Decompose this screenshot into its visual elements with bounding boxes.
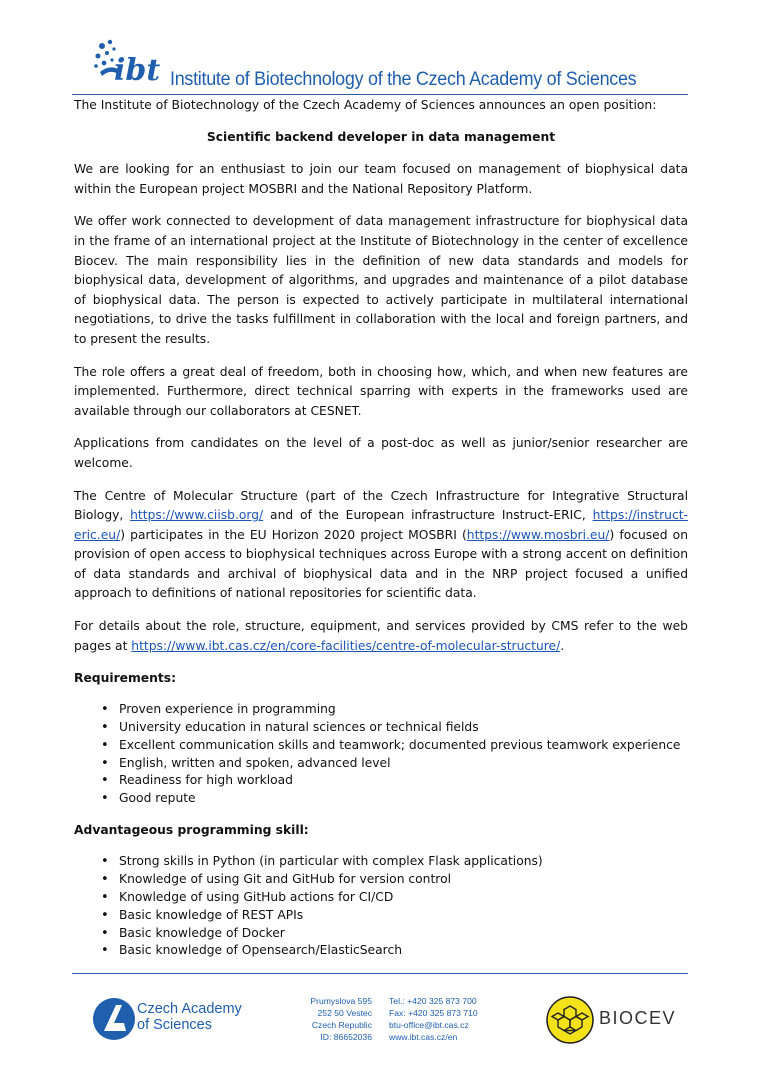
job-title: Scientific backend developer in data management xyxy=(206,129,556,144)
cms-webpage-link[interactable]: https://www.ibt.cas.cz/en/core-facilities/centre-of-molecular-structure/ xyxy=(131,638,561,653)
biocev-name: BIOCEV xyxy=(599,1008,677,1028)
postal-address xyxy=(300,995,372,1043)
cms-text-1: The Centre of Molecular Structure (part of the Czech Infrastructure for Integrative Structural Biology, xyxy=(74,488,688,523)
instruct-eric-link[interactable]: https://instruct-eric.eu/ xyxy=(74,508,688,542)
paragraph-cms xyxy=(74,487,688,605)
list-item: • Knowledge of using Git and GitHub for version control xyxy=(119,871,688,889)
list-item: • Proven experience in programming xyxy=(119,701,688,719)
cms-text-2: and of the European infrastructure Instruct-ERIC, xyxy=(263,508,593,523)
main-content xyxy=(74,96,688,960)
list-item: • Excellent communication skills and teamwork; documented previous teamwork experience xyxy=(119,737,688,755)
list-item: • Readiness for high workload xyxy=(119,772,688,790)
list-item: • Strong skills in Python (in particular with complex Flask applications) xyxy=(119,853,688,871)
list-item: • Good repute xyxy=(119,790,688,808)
ciisb-link[interactable]: https://www.ciisb.org/ xyxy=(130,508,264,523)
email-address[interactable]: btu-office@ibt.cas.cz xyxy=(389,1020,469,1030)
skills-list xyxy=(74,853,688,960)
list-item: • University education in natural sciences or technical fields xyxy=(119,719,688,737)
czech-academy-name xyxy=(137,1001,242,1033)
letterhead xyxy=(88,36,688,94)
list-item: • English, written and spoken, advanced level xyxy=(119,755,688,773)
website-address[interactable]: www.ibt.cas.cz/en xyxy=(389,1032,458,1042)
cms-text-4: ) focused on provision of open access to biophysical techniques across Europe with a strong accent on definition of data standards and archival of biophysical data and in the NRP project focused a unified approach to definitions of national repositories for scientific data. xyxy=(74,527,688,601)
mosbri-link[interactable]: https://www.mosbri.eu/ xyxy=(466,527,610,542)
paragraph-role-freedom: The role offers a great deal of freedom, both in choosing how, which, and when new features are implemented. Furthermore, direct technical sparring with experts in the frameworks used are available through our collaborators at CESNET. xyxy=(74,364,688,418)
paragraph-details xyxy=(74,617,688,656)
cas-name-line2: of Sciences xyxy=(137,1017,212,1033)
ibt-logo-icon xyxy=(90,36,170,92)
list-item: • Basic knowledge of Docker xyxy=(119,925,688,943)
cas-name-line1: Czech Academy xyxy=(137,1001,242,1017)
requirements-list xyxy=(74,701,688,808)
intro-text: The Institute of Biotechnology of the Czech Academy of Sciences announces an open position: xyxy=(74,98,657,112)
list-item: • Knowledge of using GitHub actions for CI/CD xyxy=(119,889,688,907)
details-text: For details about the role, structure, equipment, and services provided by CMS refer to the web pages at xyxy=(74,619,688,653)
list-item: • Basic knowledge of REST APIs xyxy=(119,907,688,925)
institute-title: Institute of Biotechnology of the Czech Academy of Sciences xyxy=(170,68,637,90)
cms-text-3: ) participates in the EU Horizon 2020 project MOSBRI ( xyxy=(120,527,467,542)
czech-academy-logo-icon xyxy=(92,997,142,1041)
phone-number: Tel.: +420 325 873 700 xyxy=(389,996,477,1006)
paragraph-work-offer: We offer work connected to development of data management infrastructure for biophysical data in the frame of an international project at the Institute of Biotechnology in the center of excellence Biocev. The main responsibility lies in the definition of new data standards and models for biophysical data, development of algorithms, and upgrades and maintenance of a pilot database of biophysical data. The person is expected to actively participate in multilateral international negotiations, to drive the tasks fulfillment in collaboration with the local and foreign partners, and to present the results. xyxy=(74,214,688,346)
list-item: • Basic knowledge of Opensearch/ElasticSearch xyxy=(119,942,688,960)
footer-divider xyxy=(72,973,688,974)
details-period: . xyxy=(560,638,565,653)
paragraph-candidates: Applications from candidates on the level of a post-doc as well as junior/senior researcher are welcome. xyxy=(74,436,688,470)
fax-number: Fax: +420 325 873 710 xyxy=(389,1008,478,1018)
address-line: Prumyslova 595 xyxy=(310,996,372,1006)
header-divider xyxy=(72,94,688,95)
requirements-heading: Requirements: xyxy=(74,671,177,686)
biocev-logo-icon xyxy=(546,996,594,1044)
contact-info xyxy=(389,995,478,1043)
paragraph-enthusiast: We are looking for an enthusiast to join our team focused on management of biophysical data within the European project MOSBRI and the National Repository Platform. xyxy=(74,162,688,196)
svg-text:ibt: ibt xyxy=(114,53,161,88)
address-line: 252 50 Vestec xyxy=(317,1008,372,1018)
address-line: ID: 86652036 xyxy=(320,1032,372,1042)
skills-heading: Advantageous programming skill: xyxy=(74,823,309,838)
address-line: Czech Republic xyxy=(311,1020,372,1030)
